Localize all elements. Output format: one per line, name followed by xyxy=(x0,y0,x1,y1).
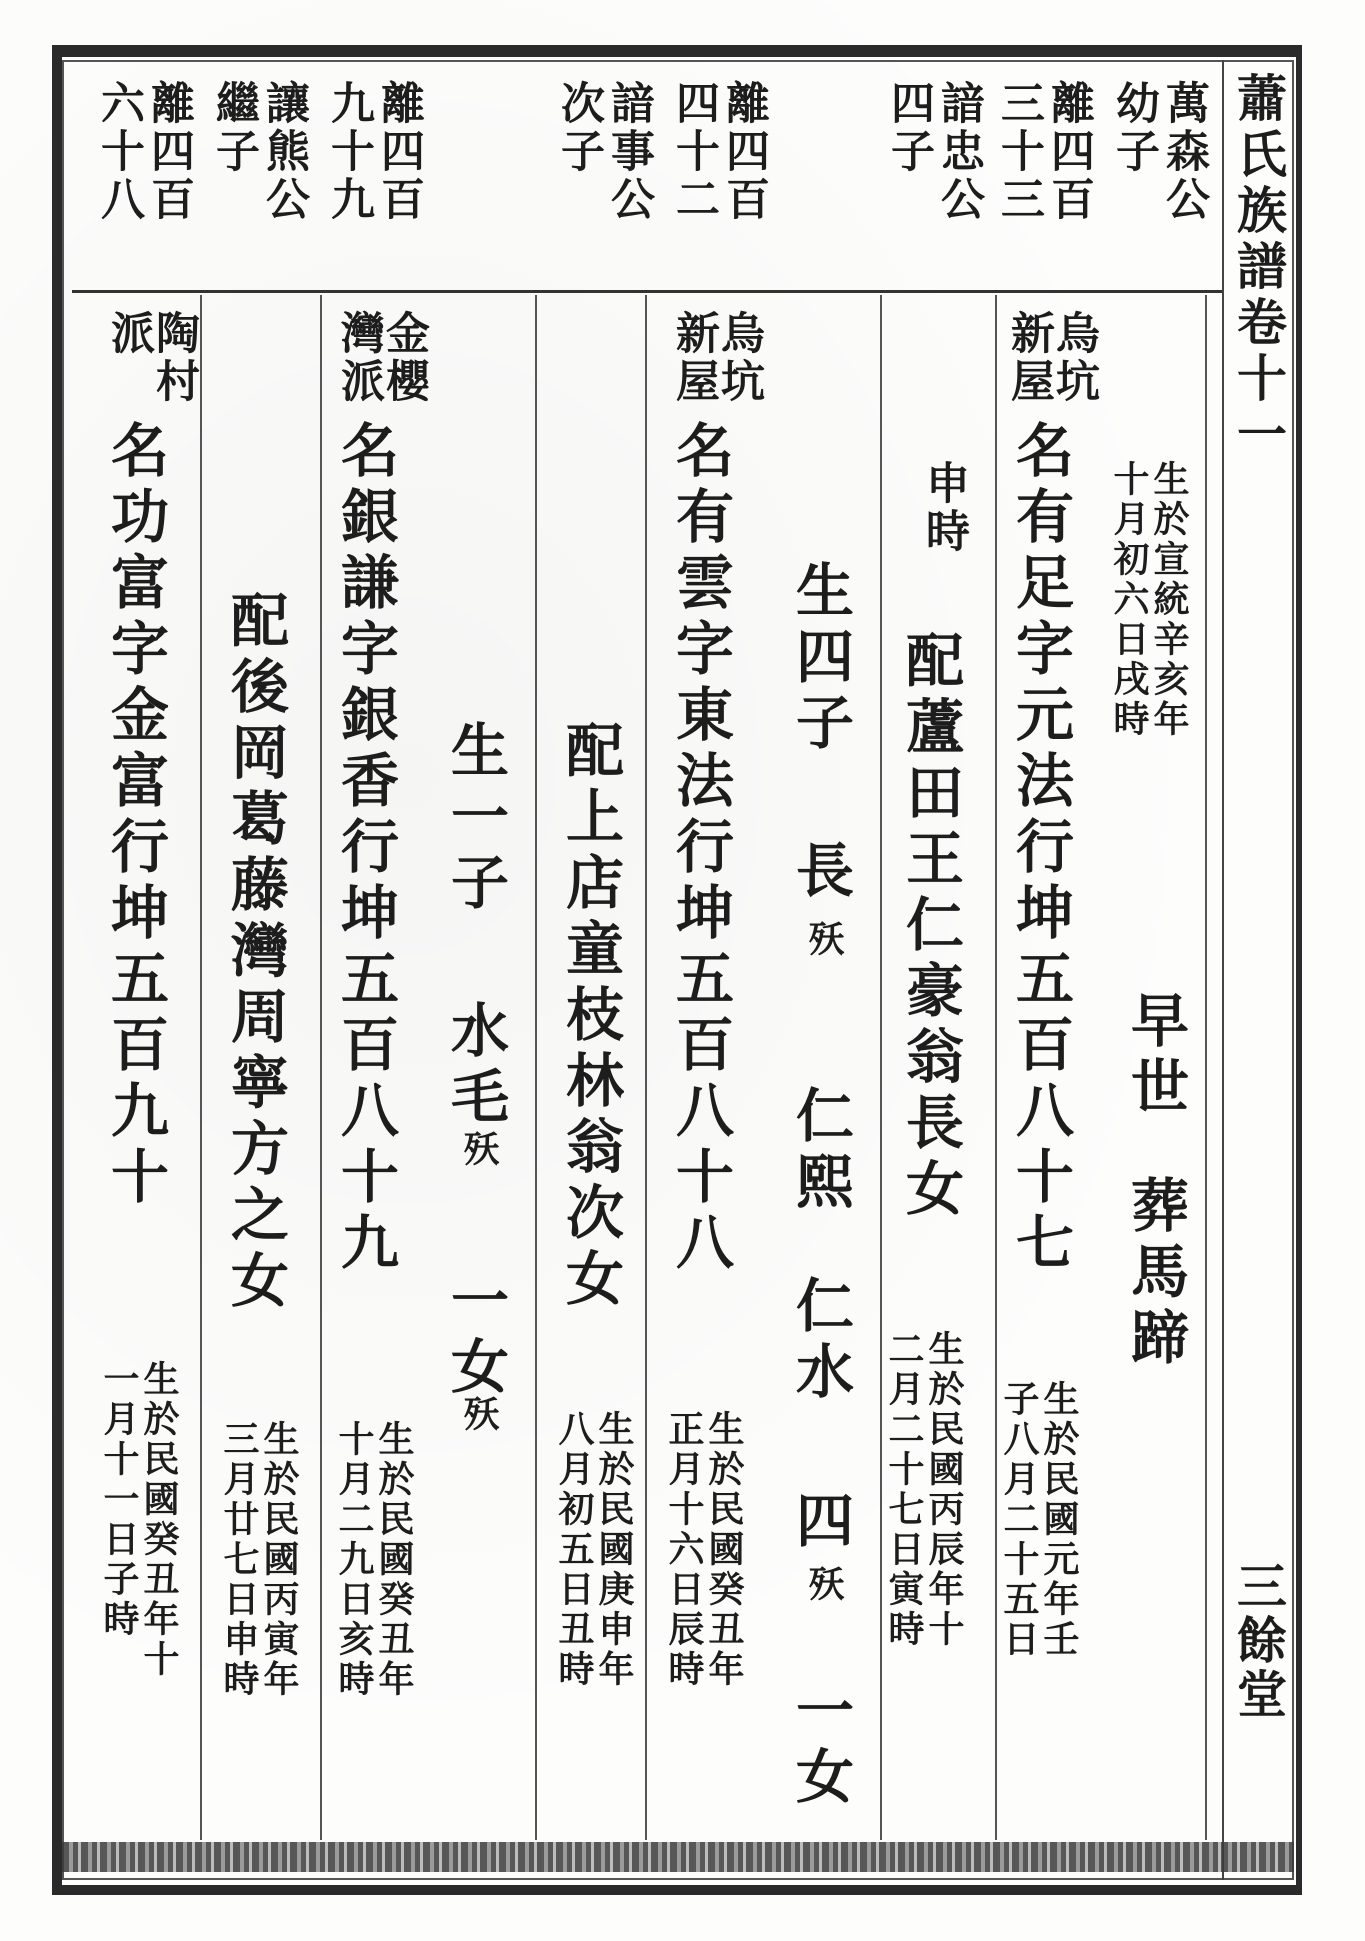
person-name-line: 名功富字金富行坤五百九十 xyxy=(101,420,169,1212)
spouse-line: 配上店童枝林翁次女 xyxy=(556,720,624,1314)
place-name: 派 xyxy=(103,310,154,358)
section-divider xyxy=(72,290,1222,293)
column-rule xyxy=(320,295,322,1840)
upper-line-number: 離四百 xyxy=(143,80,194,224)
birth-record: 十月初六日戌時 xyxy=(1108,460,1150,740)
column-rule xyxy=(200,295,202,1840)
child-note: 殀 xyxy=(803,920,845,960)
column-rule xyxy=(1205,295,1207,1840)
child-name: 水毛 xyxy=(441,1000,509,1132)
birth-record: 生於民國癸丑年十 xyxy=(138,1360,180,1680)
person-name-line: 名有雲字東法行坤五百八十八 xyxy=(666,420,734,1278)
children-count: 生一子 xyxy=(441,720,509,918)
birth-record: 生於民國癸丑年 xyxy=(373,1420,415,1700)
spouse-line: 配蘆田王仁豪翁長女 xyxy=(896,630,964,1224)
place-name: 新屋 xyxy=(668,310,719,406)
person-name-line: 名銀謙字銀香行坤五百八十九 xyxy=(331,420,399,1278)
birth-record: 生於宣統辛亥年 xyxy=(1148,460,1190,740)
column-rule xyxy=(880,295,882,1840)
place-name: 金櫻 xyxy=(378,310,429,406)
birth-record: 生於民國庚申年 xyxy=(593,1410,635,1690)
birth-record: 生於民國元年壬 xyxy=(1038,1380,1080,1660)
birth-record: 生於民國癸丑年 xyxy=(703,1410,745,1690)
upper-line-number: 離四百 xyxy=(718,80,769,224)
place-name: 新屋 xyxy=(1003,310,1054,406)
child-note: 殀 xyxy=(458,1130,500,1170)
status-note: 早世 xyxy=(1121,990,1189,1122)
birth-record: 二月二十七日寅時 xyxy=(883,1330,925,1650)
daughter-note: 殀 xyxy=(458,1395,500,1435)
child-name: 仁熙 xyxy=(786,1085,854,1217)
place-name: 烏坑 xyxy=(1048,310,1099,406)
birth-hour: 申時 xyxy=(918,460,969,556)
upper-line-number: 三十三 xyxy=(993,80,1044,224)
upper-parent-label: 諳忠公 xyxy=(933,80,984,224)
child-name: 四 xyxy=(786,1490,854,1556)
spine-hall-name: 三餘堂 xyxy=(1229,1560,1288,1722)
daughter-count: 一女 xyxy=(441,1270,509,1402)
daughter-count: 一女 xyxy=(786,1680,854,1812)
birth-record: 八月初五日丑時 xyxy=(553,1410,595,1690)
place-name: 烏坑 xyxy=(713,310,764,406)
upper-parent-label: 萬森公 xyxy=(1158,80,1209,224)
birth-record: 子八月二十五日 xyxy=(998,1380,1040,1660)
children-count: 生四子 xyxy=(786,560,854,758)
upper-line-number: 離四百 xyxy=(373,80,424,224)
spouse-line: 配後岡葛藤灣周寧方之女 xyxy=(221,590,289,1316)
spine-title: 蕭氏族譜卷十一 xyxy=(1229,72,1288,464)
upper-relation: 繼子 xyxy=(208,80,259,176)
birth-record: 一月十一日子時 xyxy=(98,1360,140,1640)
upper-relation: 幼子 xyxy=(1108,80,1159,176)
birth-record: 十月二九日亥時 xyxy=(333,1420,375,1700)
upper-line-number: 九十九 xyxy=(323,80,374,224)
birth-record: 生於民國丙辰年十 xyxy=(923,1330,965,1650)
upper-parent-label: 諳事公 xyxy=(603,80,654,224)
birth-record: 三月廿七日申時 xyxy=(218,1420,260,1700)
upper-relation: 次子 xyxy=(553,80,604,176)
column-rule xyxy=(995,295,997,1840)
child-name: 長 xyxy=(786,840,854,906)
bottom-border-band xyxy=(62,1842,1294,1872)
upper-parent-label: 讓熊公 xyxy=(258,80,309,224)
burial-note: 葬馬蹄 xyxy=(1121,1175,1189,1373)
place-name: 陶村 xyxy=(148,310,199,406)
place-name: 灣派 xyxy=(333,310,384,406)
column-rule xyxy=(645,295,647,1840)
child-name: 仁水 xyxy=(786,1275,854,1407)
upper-line-number: 四十二 xyxy=(668,80,719,224)
birth-record: 正月十六日辰時 xyxy=(663,1410,705,1690)
person-name-line: 名有足字元法行坤五百八十七 xyxy=(1006,420,1074,1278)
upper-relation: 四子 xyxy=(883,80,934,176)
birth-record: 生於民國丙寅年 xyxy=(258,1420,300,1700)
upper-line-number: 離四百 xyxy=(1043,80,1094,224)
child-note: 殀 xyxy=(803,1565,845,1605)
upper-line-number: 六十八 xyxy=(93,80,144,224)
column-rule xyxy=(535,295,537,1840)
